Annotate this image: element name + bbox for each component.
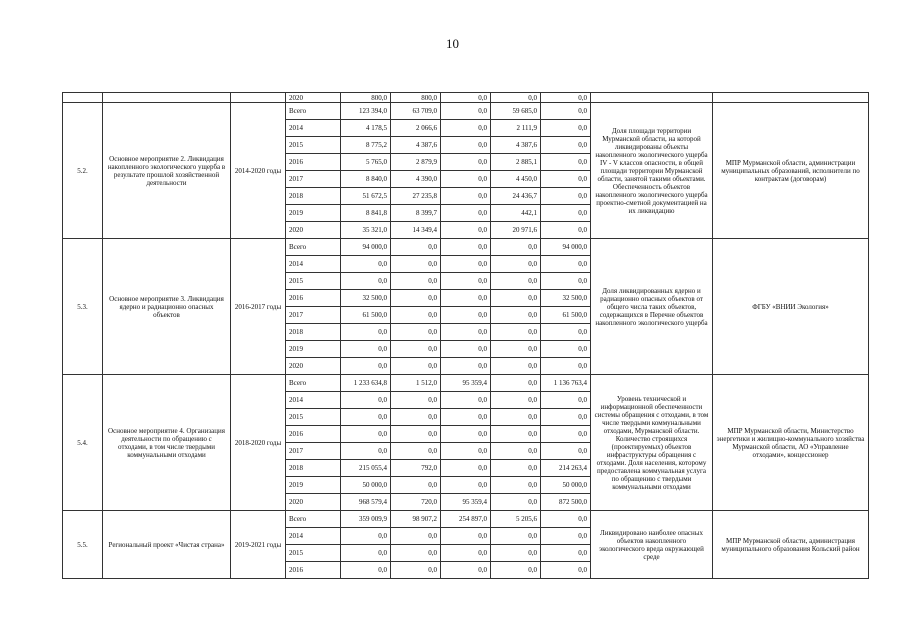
measure-indicator: Доля ликвидированных ядерно и радиационно опасных объектов от общего числа таких объектов, содержащихся в Перечне объектов накопленного экологического ущерба <box>591 239 713 375</box>
value-cell: 442,1 <box>491 205 541 222</box>
value-cell: 0,0 <box>541 341 591 358</box>
value-cell: 254 897,0 <box>441 511 491 528</box>
table-row <box>63 239 869 256</box>
value-cell: 0,0 <box>441 477 491 494</box>
table-row <box>63 375 869 392</box>
year-cell: 2016 <box>286 426 341 443</box>
value-cell: 800,0 <box>391 93 441 103</box>
value-cell: 0,0 <box>491 324 541 341</box>
value-cell: 0,0 <box>541 205 591 222</box>
indicator-cell <box>591 93 713 103</box>
value-cell: 0,0 <box>391 528 441 545</box>
year-cell: 2016 <box>286 290 341 307</box>
value-cell: 0,0 <box>441 409 491 426</box>
value-cell: 0,0 <box>441 273 491 290</box>
value-cell: 0,0 <box>441 324 491 341</box>
value-cell: 0,0 <box>341 528 391 545</box>
value-cell: 214 263,4 <box>541 460 591 477</box>
value-cell: 2 879,9 <box>391 154 441 171</box>
value-cell: 359 009,9 <box>341 511 391 528</box>
table-row <box>63 511 869 528</box>
value-cell: 51 672,5 <box>341 188 391 205</box>
value-cell: 0,0 <box>441 120 491 137</box>
year-cell: 2015 <box>286 273 341 290</box>
measure-name: Основное мероприятие 2. Ликвидация накопленного экологического ущерба в результате прошлой хозяйственной деятельности <box>103 103 231 239</box>
value-cell: 0,0 <box>491 426 541 443</box>
value-cell: 8 840,0 <box>341 171 391 188</box>
value-cell: 2 066,6 <box>391 120 441 137</box>
value-cell: 0,0 <box>491 307 541 324</box>
measure-executor: ФГБУ «ВНИИ Экология» <box>713 239 869 375</box>
year-cell: 2020 <box>286 494 341 511</box>
value-cell: 8 841,8 <box>341 205 391 222</box>
value-cell: 0,0 <box>541 137 591 154</box>
table-row <box>63 93 869 103</box>
year-cell: 2014 <box>286 392 341 409</box>
value-cell: 968 579,4 <box>341 494 391 511</box>
period-cell <box>231 93 286 103</box>
value-cell: 0,0 <box>341 409 391 426</box>
value-cell: 0,0 <box>441 256 491 273</box>
value-cell: 0,0 <box>491 256 541 273</box>
value-cell: 872 500,0 <box>541 494 591 511</box>
measure-id: 5.5. <box>63 511 103 579</box>
value-cell: 0,0 <box>541 392 591 409</box>
value-cell: 1 233 634,8 <box>341 375 391 392</box>
value-cell: 0,0 <box>341 358 391 375</box>
year-cell: 2020 <box>286 358 341 375</box>
measure-indicator: Доля площади территории Мурманской области, на которой ликвидированы объекты накопленного экологического ущерба IV - V классов опасности, в общей площади территории Мурманской области, занятой такими объектами. Обеспеченность объектов накопленного экологического ущерба проектно-сметной документацией на их ликвидацию <box>591 103 713 239</box>
value-cell: 0,0 <box>441 188 491 205</box>
table-row <box>63 103 869 120</box>
value-cell: 0,0 <box>491 562 541 579</box>
value-cell: 0,0 <box>391 290 441 307</box>
value-cell: 27 235,8 <box>391 188 441 205</box>
measure-name: Региональный проект «Чистая страна» <box>103 511 231 579</box>
value-cell: 0,0 <box>541 93 591 103</box>
value-cell: 24 436,7 <box>491 188 541 205</box>
value-cell: 0,0 <box>541 273 591 290</box>
year-cell: 2014 <box>286 120 341 137</box>
measure-period: 2019-2021 годы <box>231 511 286 579</box>
value-cell: 4 178,5 <box>341 120 391 137</box>
page-number: 10 <box>446 36 459 51</box>
value-cell: 94 000,0 <box>541 239 591 256</box>
value-cell: 0,0 <box>391 256 441 273</box>
value-cell: 98 907,2 <box>391 511 441 528</box>
value-cell: 0,0 <box>391 273 441 290</box>
value-cell: 0,0 <box>541 256 591 273</box>
value-cell: 0,0 <box>441 443 491 460</box>
value-cell: 0,0 <box>341 324 391 341</box>
value-cell: 0,0 <box>441 426 491 443</box>
year-cell: 2019 <box>286 477 341 494</box>
year-cell: Всего <box>286 239 341 256</box>
executor-cell <box>713 93 869 103</box>
value-cell: 0,0 <box>541 222 591 239</box>
year-cell: 2019 <box>286 205 341 222</box>
measure-indicator: Уровень технической и информационной обеспеченности системы обращения с отходами, в том числе твердыми коммунальными отходами, Мурманской области. Количество строящихся (проектируемых) объектов инфраструктуры обращения с отходами. Доля населения, которому предоставлена коммунальная услуга по обращению с твердыми коммунальными отходами <box>591 375 713 511</box>
value-cell: 0,0 <box>491 93 541 103</box>
measure-id: 5.3. <box>63 239 103 375</box>
value-cell: 0,0 <box>341 341 391 358</box>
value-cell: 0,0 <box>541 103 591 120</box>
value-cell: 8 775,2 <box>341 137 391 154</box>
year-cell: 2016 <box>286 562 341 579</box>
year-cell: 2015 <box>286 545 341 562</box>
value-cell: 0,0 <box>341 273 391 290</box>
value-cell: 0,0 <box>541 324 591 341</box>
year-cell: 2020 <box>286 222 341 239</box>
measure-name: Основное мероприятие 3. Ликвидация ядерно и радиационно опасных объектов <box>103 239 231 375</box>
value-cell: 0,0 <box>391 358 441 375</box>
measure-name: Основное мероприятие 4. Организация деятельности по обращению с отходами, в том числе твердыми коммунальными отходами <box>103 375 231 511</box>
value-cell: 0,0 <box>491 409 541 426</box>
value-cell: 5 765,0 <box>341 154 391 171</box>
year-cell: 2020 <box>286 93 341 103</box>
value-cell: 61 500,0 <box>541 307 591 324</box>
value-cell: 35 321,0 <box>341 222 391 239</box>
value-cell: 0,0 <box>341 256 391 273</box>
value-cell: 0,0 <box>491 460 541 477</box>
year-cell: 2017 <box>286 171 341 188</box>
value-cell: 0,0 <box>391 341 441 358</box>
value-cell: 95 359,4 <box>441 494 491 511</box>
year-cell: 2017 <box>286 443 341 460</box>
value-cell: 215 055,4 <box>341 460 391 477</box>
year-cell: Всего <box>286 375 341 392</box>
value-cell: 4 387,6 <box>391 137 441 154</box>
value-cell: 0,0 <box>491 545 541 562</box>
value-cell: 0,0 <box>491 239 541 256</box>
value-cell: 0,0 <box>341 426 391 443</box>
measure-indicator: Ликвидировано наиболее опасных объектов накопленного экологического вреда окружающей среде <box>591 511 713 579</box>
value-cell: 0,0 <box>341 443 391 460</box>
year-cell: Всего <box>286 103 341 120</box>
measure-period: 2018-2020 годы <box>231 375 286 511</box>
year-cell: 2015 <box>286 409 341 426</box>
value-cell: 0,0 <box>441 528 491 545</box>
year-cell: 2014 <box>286 256 341 273</box>
value-cell: 0,0 <box>541 545 591 562</box>
year-cell: 2017 <box>286 307 341 324</box>
name-cell <box>103 93 231 103</box>
year-cell: 2018 <box>286 188 341 205</box>
value-cell: 0,0 <box>441 562 491 579</box>
value-cell: 0,0 <box>391 545 441 562</box>
year-cell: 2019 <box>286 341 341 358</box>
value-cell: 0,0 <box>541 562 591 579</box>
value-cell: 800,0 <box>341 93 391 103</box>
value-cell: 0,0 <box>441 307 491 324</box>
value-cell: 0,0 <box>541 358 591 375</box>
value-cell: 0,0 <box>441 341 491 358</box>
value-cell: 94 000,0 <box>341 239 391 256</box>
value-cell: 14 349,4 <box>391 222 441 239</box>
value-cell: 95 359,4 <box>441 375 491 392</box>
value-cell: 0,0 <box>441 103 491 120</box>
value-cell: 0,0 <box>541 171 591 188</box>
value-cell: 0,0 <box>441 93 491 103</box>
value-cell: 8 399,7 <box>391 205 441 222</box>
value-cell: 1 512,0 <box>391 375 441 392</box>
value-cell: 0,0 <box>441 392 491 409</box>
value-cell: 0,0 <box>541 443 591 460</box>
value-cell: 0,0 <box>541 154 591 171</box>
value-cell: 0,0 <box>441 545 491 562</box>
value-cell: 0,0 <box>541 426 591 443</box>
measure-id: 5.2. <box>63 103 103 239</box>
value-cell: 0,0 <box>491 477 541 494</box>
measure-id: 5.4. <box>63 375 103 511</box>
value-cell: 61 500,0 <box>341 307 391 324</box>
value-cell: 0,0 <box>491 375 541 392</box>
value-cell: 0,0 <box>491 341 541 358</box>
value-cell: 0,0 <box>541 409 591 426</box>
value-cell: 4 450,0 <box>491 171 541 188</box>
measure-executor: МПР Мурманской области, Министерство энергетики и жилищно-коммунального хозяйства Мурманской области, АО «Управление отходами», концессионер <box>713 375 869 511</box>
value-cell: 0,0 <box>541 528 591 545</box>
value-cell: 0,0 <box>441 154 491 171</box>
year-cell: Всего <box>286 511 341 528</box>
value-cell: 0,0 <box>391 239 441 256</box>
value-cell: 5 205,6 <box>491 511 541 528</box>
value-cell: 792,0 <box>391 460 441 477</box>
program-table <box>62 92 869 579</box>
year-cell: 2014 <box>286 528 341 545</box>
value-cell: 0,0 <box>541 120 591 137</box>
value-cell: 123 394,0 <box>341 103 391 120</box>
value-cell: 0,0 <box>391 324 441 341</box>
value-cell: 0,0 <box>341 562 391 579</box>
value-cell: 0,0 <box>491 443 541 460</box>
year-cell: 2016 <box>286 154 341 171</box>
year-cell: 2015 <box>286 137 341 154</box>
value-cell: 0,0 <box>441 205 491 222</box>
value-cell: 0,0 <box>441 290 491 307</box>
value-cell: 0,0 <box>391 307 441 324</box>
value-cell: 4 387,6 <box>491 137 541 154</box>
value-cell: 0,0 <box>491 392 541 409</box>
value-cell: 2 111,9 <box>491 120 541 137</box>
value-cell: 0,0 <box>441 171 491 188</box>
measure-executor: МПР Мурманской области, администрации муниципальных образований, исполнители по контрактам (договорам) <box>713 103 869 239</box>
value-cell: 0,0 <box>441 137 491 154</box>
value-cell: 0,0 <box>541 188 591 205</box>
value-cell: 1 136 763,4 <box>541 375 591 392</box>
value-cell: 59 685,0 <box>491 103 541 120</box>
value-cell: 0,0 <box>391 562 441 579</box>
measure-period: 2016-2017 годы <box>231 239 286 375</box>
value-cell: 0,0 <box>491 494 541 511</box>
value-cell: 50 000,0 <box>541 477 591 494</box>
id-cell <box>63 93 103 103</box>
value-cell: 32 500,0 <box>341 290 391 307</box>
value-cell: 0,0 <box>391 477 441 494</box>
value-cell: 0,0 <box>391 409 441 426</box>
value-cell: 0,0 <box>441 358 491 375</box>
table-body <box>63 93 869 579</box>
value-cell: 0,0 <box>441 239 491 256</box>
value-cell: 0,0 <box>391 392 441 409</box>
value-cell: 0,0 <box>341 392 391 409</box>
value-cell: 0,0 <box>341 545 391 562</box>
value-cell: 2 885,1 <box>491 154 541 171</box>
year-cell: 2018 <box>286 324 341 341</box>
measure-executor: МПР Мурманской области, администрация муниципального образования Кольский район <box>713 511 869 579</box>
value-cell: 63 709,0 <box>391 103 441 120</box>
value-cell: 720,0 <box>391 494 441 511</box>
value-cell: 0,0 <box>541 511 591 528</box>
value-cell: 0,0 <box>441 222 491 239</box>
value-cell: 0,0 <box>491 528 541 545</box>
value-cell: 50 000,0 <box>341 477 391 494</box>
value-cell: 20 971,6 <box>491 222 541 239</box>
value-cell: 4 390,0 <box>391 171 441 188</box>
value-cell: 32 500,0 <box>541 290 591 307</box>
year-cell: 2018 <box>286 460 341 477</box>
measure-period: 2014-2020 годы <box>231 103 286 239</box>
value-cell: 0,0 <box>491 290 541 307</box>
value-cell: 0,0 <box>441 460 491 477</box>
value-cell: 0,0 <box>491 273 541 290</box>
value-cell: 0,0 <box>491 358 541 375</box>
value-cell: 0,0 <box>391 426 441 443</box>
value-cell: 0,0 <box>391 443 441 460</box>
